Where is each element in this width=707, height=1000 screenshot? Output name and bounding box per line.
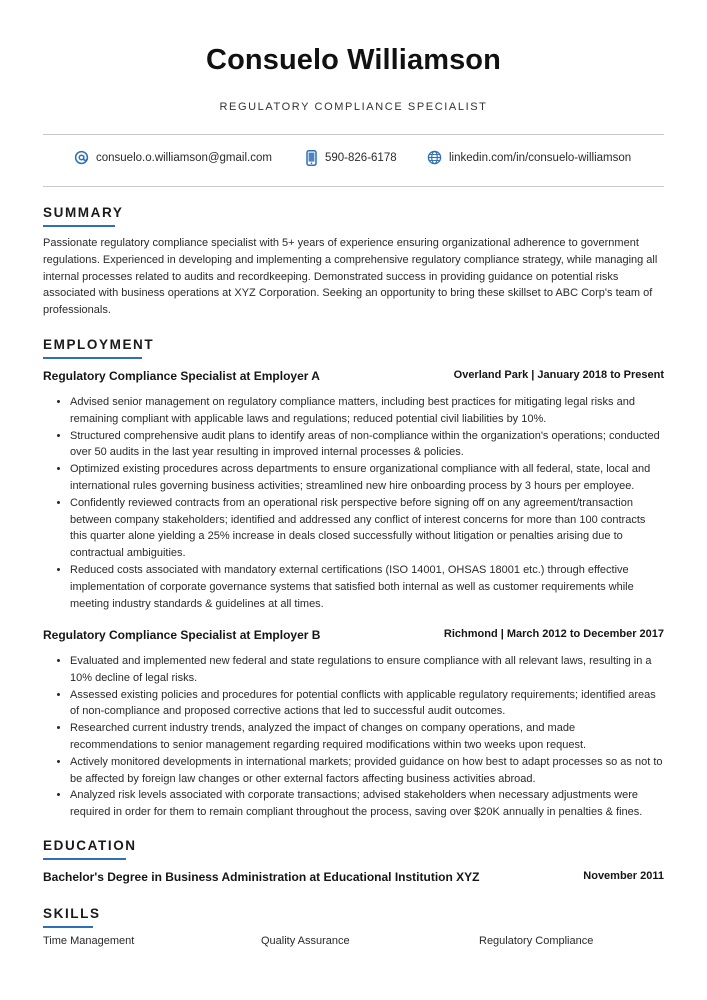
- list-item: • Advised senior management on regulatory compliance matters, including best practices for mitigating legal risks and remaining compliant with applicable laws and regulations; reduced potential civil liabilities by 10%.: [70, 394, 665, 428]
- summary-underline: [43, 225, 115, 227]
- list-item: • Confidently reviewed contracts from an operational risk perspective before signing off on any agreement/transaction between company stakeholders; identified and addressed any conflict of interest concerns for more than 100 contracts this quarter alone yielding a 25% increase in deals closed successfully without litigation or penalties arising due to contractual ambiguities.: [70, 495, 665, 562]
- skill-item: Quality Assurance: [261, 935, 350, 947]
- contact-linkedin[interactable]: [427, 150, 631, 165]
- phone-text: 590-826-6178: [325, 152, 397, 164]
- education-date: November 2011: [583, 870, 664, 882]
- contact-phone[interactable]: [305, 150, 397, 166]
- list-item: • Structured comprehensive audit plans to identify areas of non-compliance within the organization's operations; conducted over 50 audits in the last year resulting in improved internal processes & policies.: [70, 428, 665, 462]
- header-divider-top: [43, 134, 664, 135]
- list-item: • Reduced costs associated with mandatory external certifications (ISO 14001, OHSAS 18001 etc.) through effective implementation of corporate governance systems that satisfied both internal as well as customer requirements while meeting industry standards & guidelines at all times.: [70, 562, 665, 612]
- job-a-title: Regulatory Compliance Specialist at Employer A: [43, 369, 320, 383]
- list-item: • Optimized existing procedures across departments to ensure organizational compliance with all federal, state, local and international rules governing business activities; streamlined new hire onboarding process by 3 hours per employee.: [70, 461, 665, 495]
- email-at-icon: [74, 150, 89, 165]
- skills-underline: [43, 926, 93, 928]
- list-item: • Researched current industry trends, analyzed the impact of changes on company operations, and made recommendations to senior management regarding required modifications within two weeks upon request.: [70, 720, 665, 754]
- employment-heading: EMPLOYMENT: [43, 337, 155, 352]
- job-a-bullets: [43, 394, 665, 612]
- skill-item: Time Management: [43, 935, 135, 947]
- phone-icon: [305, 150, 318, 166]
- job-a-meta: Overland Park | January 2018 to Present: [453, 369, 664, 381]
- email-text: consuelo.o.williamson@gmail.com: [96, 151, 272, 164]
- globe-icon: [427, 150, 442, 165]
- list-item: • Analyzed risk levels associated with corporate transactions; advised stakeholders when necessary adjustments were required in order for them to remain compliant throughout the process, saving over $20K annually in penalties & fines.: [70, 787, 665, 821]
- candidate-name: Consuelo Williamson: [206, 44, 501, 76]
- job-b-title: Regulatory Compliance Specialist at Employer B: [43, 628, 321, 642]
- skills-heading: SKILLS: [43, 906, 101, 921]
- employment-underline: [43, 357, 142, 359]
- list-item: • Evaluated and implemented new federal and state regulations to ensure compliance with all relevant laws, resulting in a 10% decline of legal risks.: [70, 653, 665, 687]
- summary-text: Passionate regulatory compliance specialist with 5+ years of experience ensuring organizational adherence to government regulations. Experienced in developing and implementing a comprehensive regulatory compliance strategy, while managing all internal processes related to audits and recordkeeping. Demonstrated success in providing guidance on potential risks associated with business operations at XYZ Corporation. Seeking an opportunity to bring these skillset to ABC Corp's team of professionals.: [43, 237, 658, 317]
- skill-item: Regulatory Compliance: [479, 935, 594, 947]
- contact-bar: [0, 150, 707, 170]
- job-b-meta: Richmond | March 2012 to December 2017: [443, 628, 664, 640]
- header-divider-bottom: [43, 186, 664, 187]
- education-degree: Bachelor's Degree in Business Administration at Educational Institution XYZ: [43, 870, 480, 884]
- contact-email[interactable]: [74, 150, 272, 165]
- education-heading: EDUCATION: [43, 838, 137, 853]
- list-item: • Assessed existing policies and procedures for potential conflicts with applicable regulatory requirements; identified areas of non-compliance and proposed corrective actions that led to successful audit outcomes.: [70, 687, 665, 721]
- education-underline: [43, 858, 126, 860]
- linkedin-text: linkedin.com/in/consuelo-williamson: [449, 151, 632, 164]
- job-b-bullets: [43, 653, 665, 821]
- candidate-role: REGULATORY COMPLIANCE SPECIALIST: [219, 101, 488, 113]
- list-item: • Actively monitored developments in international markets; provided guidance on how best to adapt processes so as not to be affected by foreign law changes or other external factors affecting business activities abroad.: [70, 754, 665, 788]
- summary-heading: SUMMARY: [43, 205, 124, 220]
